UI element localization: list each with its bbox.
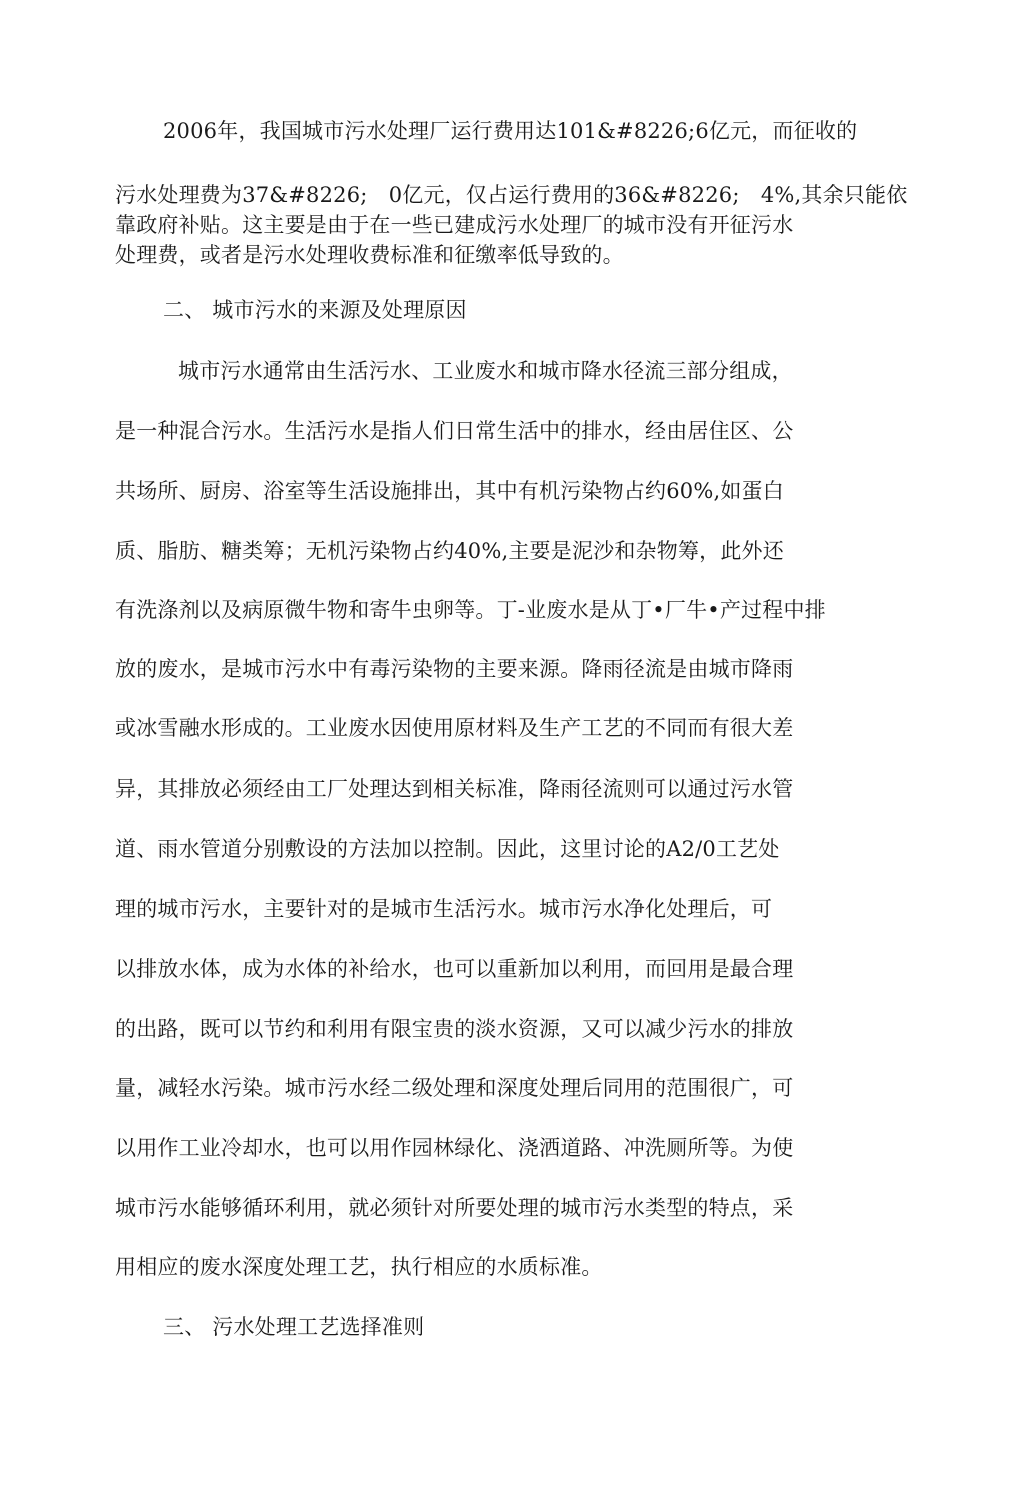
text-line: 或冰雪融水形成的。工业废水因使用原材料及生产工艺的不同而有很大差 (115, 716, 794, 740)
section-heading: 二、 城市污水的来源及处理原因 (163, 298, 467, 322)
text-line: 是一种混合污水。生活污水是指人们日常生活中的排水，经由居住区、公 (115, 419, 794, 443)
text-line: 污水处理费为37&#8226; 0亿元，仅占运行费用的36&#8226; 4%,其余只能依 (115, 183, 908, 207)
text-line: 城市污水通常由生活污水、工业废水和城市降水径流三部分组成， (178, 359, 793, 383)
text-line: 以用作工业冷却水，也可以用作园林绿化、浇洒道路、冲洗厕所等。为使 (115, 1136, 794, 1160)
text-line: 的出路，既可以节约和利用有限宝贵的淡水资源，又可以减少污水的排放 (115, 1017, 794, 1041)
text-line: 量，减轻水污染。城市污水经二级处理和深度处理后同用的范围很广，可 (115, 1076, 794, 1100)
text-line: 理的城市污水，主要针对的是城市生活污水。城市污水净化处理后，可 (115, 897, 773, 921)
text-line: 处理费，或者是污水处理收费标准和征缴率低导致的。 (115, 243, 624, 267)
text-line: 城市污水能够循环利用，就必须针对所要处理的城市污水类型的特点，采 (115, 1196, 794, 1220)
text-line: 放的废水，是城市污水中有毒污染物的主要来源。降雨径流是由城市降雨 (115, 657, 794, 681)
section-heading: 三、 污水处理工艺选择准则 (163, 1315, 425, 1339)
text-line: 有洗涤剂以及病原微牛物和寄牛虫卵等。丁-业废水是从丁•厂牛•产过程中排 (115, 598, 826, 622)
text-line: 质、脂肪、糖类筹；无机污染物占约40%,主要是泥沙和杂物筹，此外还 (115, 539, 784, 563)
text-line: 用相应的废水深度处理工艺，执行相应的水质标准。 (115, 1255, 603, 1279)
text-line: 道、雨水管道分别敷设的方法加以控制。因此，这里讨论的A2/0工艺处 (115, 837, 780, 861)
text-line: 2006年，我国城市污水处理厂运行费用达101&#8226;6亿元，而征收的 (163, 119, 858, 143)
text-line: 以排放水体，成为水体的补给水，也可以重新加以利用，而回用是最合理 (115, 957, 794, 981)
text-line: 异，其排放必须经由工厂处理达到相关标准，降雨径流则可以通过污水管 (115, 777, 794, 801)
text-line: 靠政府补贴。这主要是由于在一些已建成污水处理厂的城市没有开征污水 (115, 213, 794, 237)
text-line: 共场所、厨房、浴室等生活设施排出，其中有机污染物占约60%,如蛋白 (115, 479, 784, 503)
